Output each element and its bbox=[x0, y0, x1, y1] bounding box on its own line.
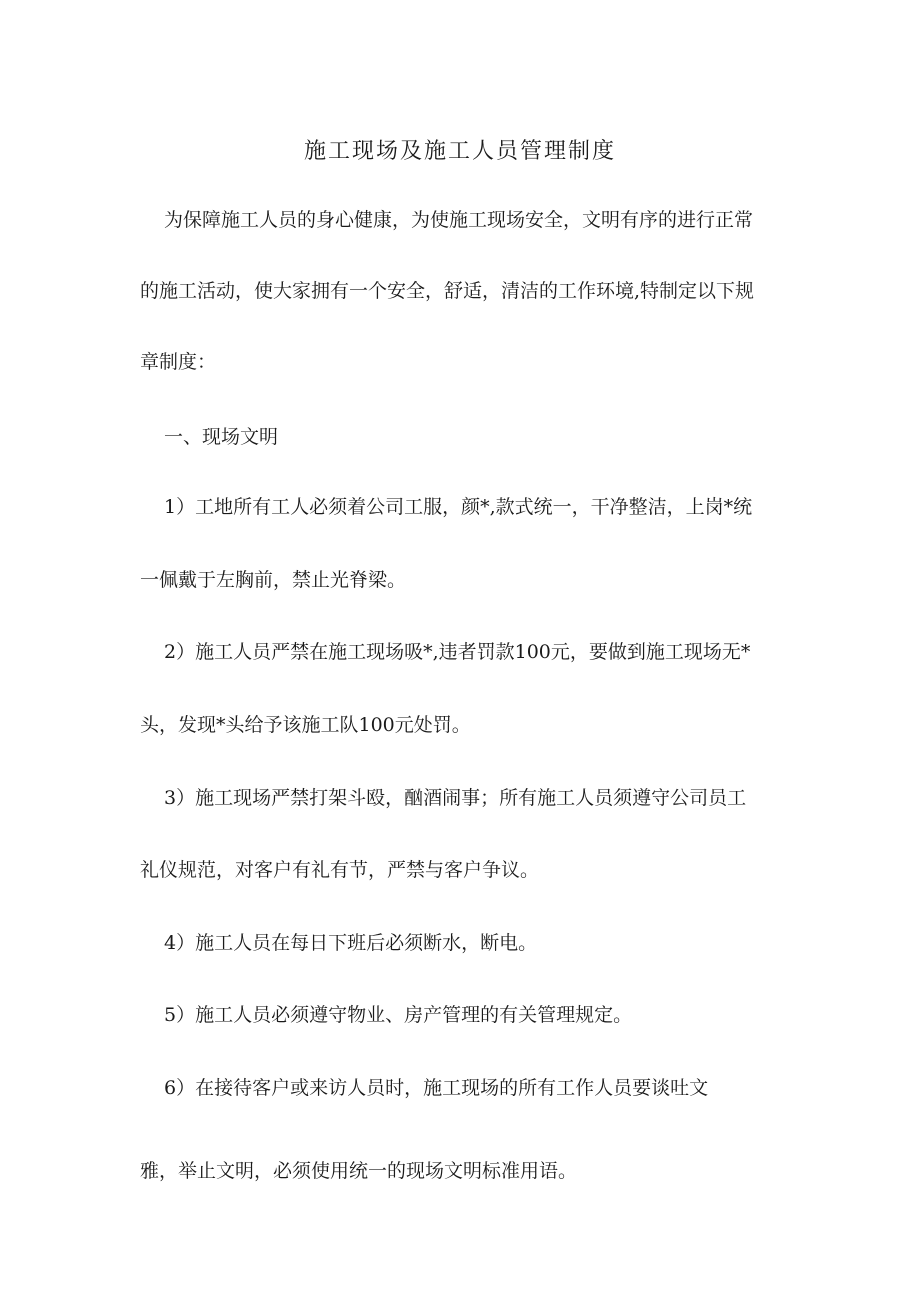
rule-1-line-1: 1）工地所有工人必须着公司工服，颜*,款式统一，干净整洁，上岗*统 bbox=[164, 496, 753, 518]
rule-3-line-1: 3）施工现场严禁打架斗殴，酗酒闹事；所有施工人员须遵守公司员工 bbox=[164, 787, 747, 809]
rule-2-line-2: 头，发现*头给予该施工队100元处罚。 bbox=[140, 714, 471, 736]
intro-line-1: 为保障施工人员的身心健康，为使施工现场安全，文明有序的进行正常 bbox=[164, 209, 754, 231]
rule-3-line-2: 礼仪规范，对客户有礼有节，严禁与客户争议。 bbox=[140, 859, 540, 881]
rule-4-line-1: 4）施工人员在每日下班后必须断水，断电。 bbox=[164, 932, 538, 954]
intro-line-2: 的施工活动，使大家拥有一个安全，舒适，清洁的工作环境,特制定以下规 bbox=[140, 280, 755, 302]
rule-2-line-1: 2）施工人员严禁在施工现场吸*,违者罚款100元，要做到施工现场无* bbox=[164, 641, 751, 663]
document-title: 施工现场及施工人员管理制度 bbox=[303, 139, 616, 164]
intro-line-3: 章制度： bbox=[140, 351, 217, 373]
rule-6-line-1: 6）在接待客户或来访人员时，施工现场的所有工作人员要谈吐文 bbox=[164, 1077, 709, 1099]
rule-1-line-2: 一佩戴于左胸前，禁止光脊梁。 bbox=[140, 569, 407, 591]
rule-5-line-1: 5）施工人员必须遵守物业、房产管理的有关管理规定。 bbox=[164, 1004, 633, 1026]
section-heading: 一、现场文明 bbox=[164, 426, 279, 448]
rule-6-line-2: 雅，举止文明，必须使用统一的现场文明标准用语。 bbox=[140, 1160, 578, 1182]
